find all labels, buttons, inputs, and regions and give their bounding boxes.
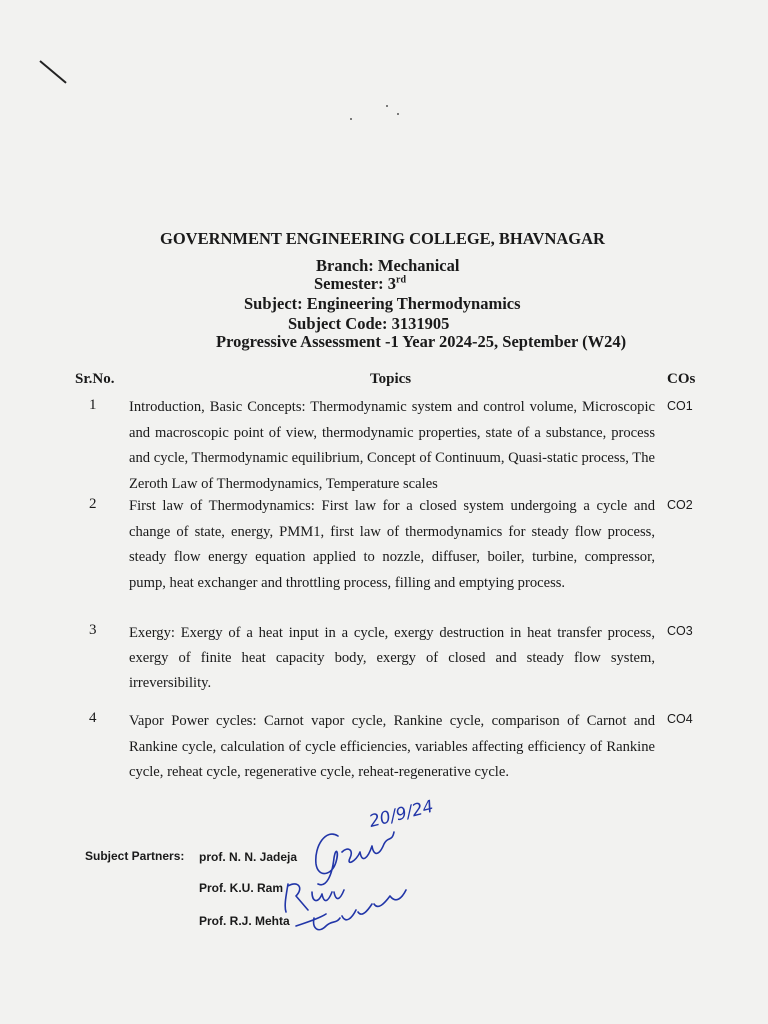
semester	[314, 274, 768, 294]
row-number: 4	[89, 710, 97, 726]
row-number: 3	[89, 622, 97, 638]
branch: Branch: Mechanical	[316, 256, 460, 275]
row-co: CO4	[667, 712, 693, 726]
signature-date: 20/9/24	[367, 796, 436, 832]
column-header-srno: Sr.No.	[75, 371, 115, 387]
signature-jadeja	[316, 832, 394, 885]
row-co: CO1	[667, 399, 693, 413]
row-number: 1	[89, 397, 97, 413]
row-co: CO2	[667, 498, 693, 512]
college-name: GOVERNMENT ENGINEERING COLLEGE, BHAVNAGAR	[160, 229, 605, 248]
row-topic: Exergy: Exergy of a heat input in a cycle, exergy destruction in heat transfer process, exergy of finite heat capacity body, exergy of closed and steady flow system, irreversibility.	[129, 625, 655, 691]
semester-suffix: rd	[396, 274, 407, 286]
speck	[350, 118, 352, 120]
speck	[386, 105, 388, 107]
assessment-title: Progressive Assessment -1 Year 2024-25, September (W24)	[216, 332, 627, 351]
handwritten-signatures	[256, 806, 456, 946]
partner-name: Prof. R.J. Mehta	[199, 914, 290, 928]
partner-name: prof. N. N. Jadeja	[199, 850, 298, 864]
row-topic: Vapor Power cycles: Carnot vapor cycle, Rankine cycle, comparison of Carnot and Rankine cycle, calculation of cycle efficiencies, variables affecting efficiency of Rankine cycle, reheat cycle, regenerative cycle, reheat-regenerative cycle.	[129, 713, 655, 780]
semester-text: Semester: 3	[314, 274, 397, 293]
subject: Subject: Engineering Thermodynamics	[244, 294, 521, 313]
pen-mark	[39, 60, 66, 83]
column-header-topics: Topics	[370, 371, 412, 387]
row-topic: Introduction, Basic Concepts: Thermodynamic system and control volume, Microscopic and macroscopic point of view, thermodynamic properties, state of a substance, process and cycle, Thermodynamic equilibrium, Concept of Continuum, Quasi-static process, The Zeroth Law of Thermodynamics, Temperature scales	[129, 399, 655, 492]
row-topic: First law of Thermodynamics: First law for a closed system undergoing a cycle and change of state, energy, PMM1, first law of thermodynamics for steady flow process, steady flow energy equation applied to nozzle, diffuser, boiler, turbine, compressor, pump, heat exchanger and throttling process, filling and emptying process.	[129, 498, 655, 591]
row-number: 2	[89, 496, 97, 512]
partner-name: Prof. K.U. Ram	[199, 881, 284, 895]
column-header-cos: COs	[667, 371, 696, 387]
subject-code: Subject Code: 3131905	[288, 314, 450, 333]
speck	[397, 113, 399, 115]
subject-partners-label: Subject Partners:	[85, 849, 185, 863]
row-co: CO3	[667, 624, 693, 638]
signature-ram	[285, 884, 344, 912]
